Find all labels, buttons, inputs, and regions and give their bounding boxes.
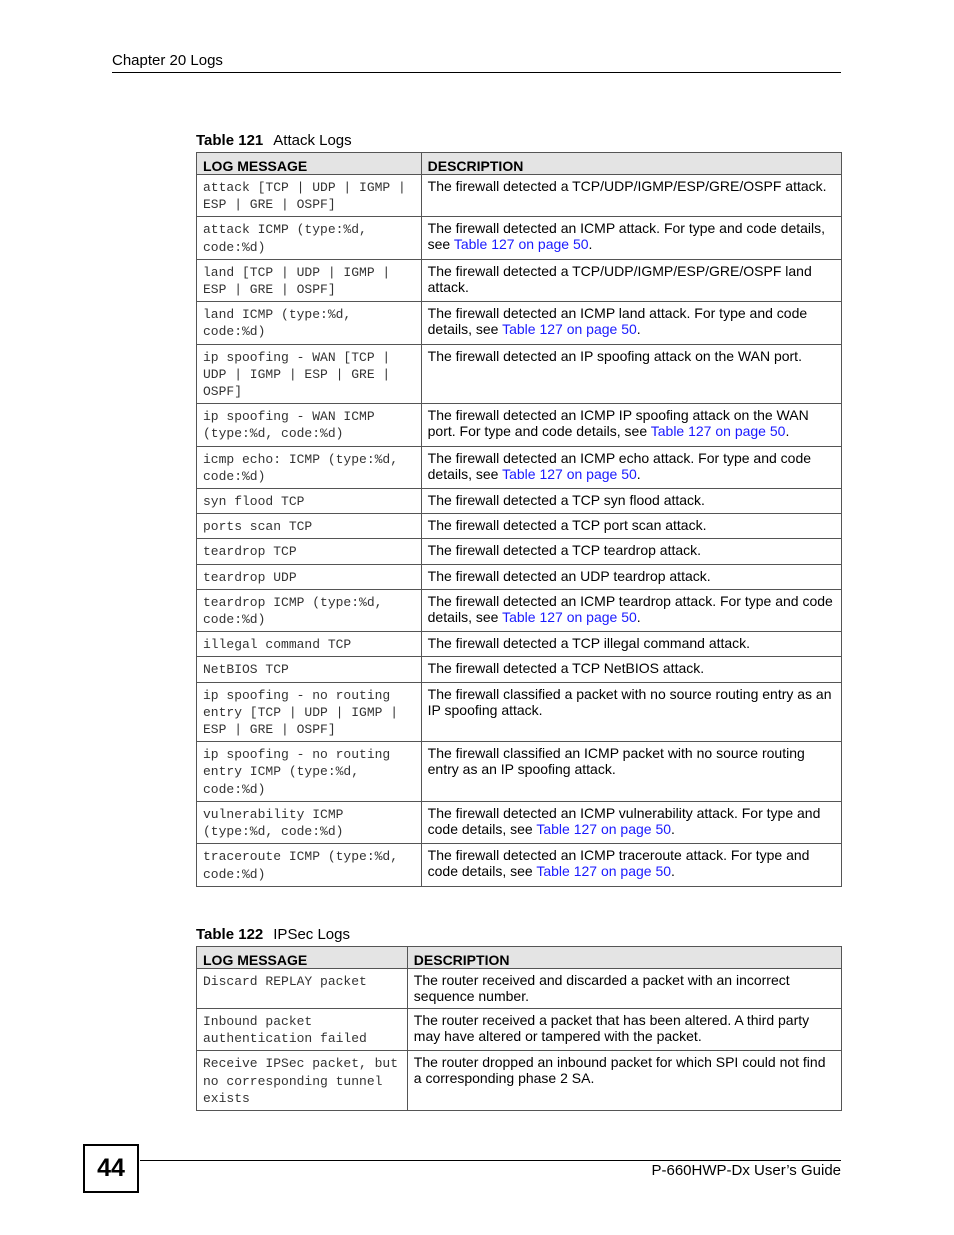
description-tail: . — [671, 820, 675, 837]
log-message-cell: teardrop TCP — [197, 539, 422, 564]
table-row — [197, 742, 842, 802]
log-message-cell: attack [TCP | UDP | IGMP | ESP | GRE | OSPF] — [197, 175, 422, 217]
table-row — [197, 489, 842, 514]
cross-reference-link[interactable]: Table 127 on page 50 — [453, 236, 589, 253]
col-header-log-message: LOG MESSAGE — [197, 947, 408, 969]
log-message-cell: land [TCP | UDP | IGMP | ESP | GRE | OSPF] — [197, 259, 422, 301]
description-text: The firewall detected a TCP teardrop attack. — [427, 542, 702, 559]
log-message-cell: Inbound packet authentication failed — [197, 1009, 408, 1051]
log-message-cell: ports scan TCP — [197, 514, 422, 539]
description-cell — [421, 844, 841, 886]
description-cell — [421, 632, 841, 657]
log-message-cell: traceroute ICMP (type:%d, code:%d) — [197, 844, 422, 886]
log-message-cell: ip spoofing - WAN ICMP (type:%d, code:%d) — [197, 404, 422, 446]
table-row — [197, 657, 842, 682]
description-text: The firewall classified an ICMP packet with no source routing entry as an IP spoofing attack. — [427, 745, 805, 778]
log-message-cell: teardrop UDP — [197, 564, 422, 589]
cross-reference-link[interactable]: Table 127 on page 50 — [650, 423, 786, 440]
description-text: The firewall detected an ICMP echo attack. For type and code details, see — [427, 449, 812, 482]
col-header-description: DESCRIPTION — [407, 947, 841, 969]
description-text: The firewall detected an UDP teardrop attack. — [427, 567, 711, 584]
description-text: The firewall detected an ICMP teardrop attack. For type and code details, see — [427, 592, 833, 625]
description-tail: . — [636, 465, 641, 482]
description-cell — [421, 742, 841, 802]
log-message-cell: Receive IPSec packet, but no corresponding tunnel exists — [197, 1051, 408, 1111]
attack-logs-table — [196, 152, 842, 887]
table-row — [197, 217, 842, 259]
cross-reference-link[interactable]: Table 127 on page 50 — [536, 820, 672, 837]
description-cell — [421, 404, 841, 446]
table-header-row — [197, 947, 842, 969]
log-message-cell: icmp echo: ICMP (type:%d, code:%d) — [197, 446, 422, 488]
col-header-log-message: LOG MESSAGE — [197, 153, 422, 175]
description-text: The firewall detected an ICMP IP spoofing attack on the WAN port. For type and code details, see — [427, 407, 809, 440]
description-text: The firewall detected an ICMP attack. For type and code details, see — [427, 220, 826, 253]
page-header — [112, 52, 841, 73]
table-row — [197, 539, 842, 564]
description-text: The firewall detected a TCP illegal command attack. — [427, 635, 751, 652]
table-122-title: IPSec Logs — [273, 926, 350, 943]
table-row — [197, 259, 842, 301]
description-text: The firewall detected a TCP port scan attack. — [427, 517, 707, 534]
log-message-cell: NetBIOS TCP — [197, 657, 422, 682]
cross-reference-link[interactable]: Table 127 on page 50 — [502, 465, 637, 482]
description-text: The firewall detected a TCP syn flood attack. — [427, 492, 705, 509]
table-row — [197, 344, 842, 404]
description-tail: . — [588, 236, 593, 253]
guide-title: P-660HWP-Dx User’s Guide — [651, 1162, 841, 1179]
log-message-cell: ip spoofing - no routing entry [TCP | UDP | IGMP | ESP | GRE | OSPF] — [197, 682, 422, 742]
chapter-title: Chapter 20 Logs — [112, 52, 223, 69]
log-message-cell: ip spoofing - no routing entry ICMP (type:%d, code:%d) — [197, 742, 422, 802]
table-121-caption — [196, 132, 352, 149]
description-cell — [421, 302, 841, 344]
description-text: The router dropped an inbound packet for which SPI could not find a corresponding phase 2 SA. — [413, 1054, 826, 1087]
log-message-cell: teardrop ICMP (type:%d, code:%d) — [197, 589, 422, 631]
description-cell — [421, 175, 841, 217]
description-text: The firewall detected a TCP/UDP/IGMP/ESP/GRE/OSPF land attack. — [427, 262, 812, 295]
description-tail: . — [671, 863, 675, 880]
description-cell — [407, 1009, 841, 1051]
log-message-cell: Discard REPLAY packet — [197, 969, 408, 1009]
cross-reference-link[interactable]: Table 127 on page 50 — [502, 608, 637, 625]
table-row — [197, 969, 842, 1009]
table-row — [197, 302, 842, 344]
description-text: The firewall detected an ICMP vulnerability attack. For type and code details, see — [427, 804, 821, 837]
description-tail: . — [785, 423, 790, 440]
table-row — [197, 1051, 842, 1111]
col-header-description: DESCRIPTION — [421, 153, 841, 175]
table-122-caption — [196, 926, 350, 943]
log-message-cell: illegal command TCP — [197, 632, 422, 657]
cross-reference-link[interactable]: Table 127 on page 50 — [502, 321, 637, 338]
description-cell — [421, 564, 841, 589]
description-text: The firewall detected an IP spoofing attack on the WAN port. — [427, 347, 802, 364]
ipsec-logs-table — [196, 946, 842, 1111]
description-text: The firewall detected a TCP NetBIOS attack. — [427, 660, 705, 677]
table-header-row — [197, 153, 842, 175]
description-text: The router received a packet that has been altered. A third party may have altered or tampered with the packet. — [413, 1012, 810, 1044]
description-cell — [421, 682, 841, 742]
table-row — [197, 446, 842, 488]
log-message-cell: ip spoofing - WAN [TCP | UDP | IGMP | ESP | GRE | OSPF] — [197, 344, 422, 404]
table-row — [197, 1009, 842, 1051]
description-text: The router received and discarded a packet with an incorrect sequence number. — [413, 972, 790, 1004]
log-message-cell: vulnerability ICMP (type:%d, code:%d) — [197, 801, 422, 843]
description-cell — [421, 589, 841, 631]
table-122-number: Table 122 — [196, 926, 264, 943]
table-row — [197, 404, 842, 446]
description-cell — [421, 344, 841, 404]
log-message-cell: land ICMP (type:%d, code:%d) — [197, 302, 422, 344]
table-row — [197, 564, 842, 589]
log-message-cell: syn flood TCP — [197, 489, 422, 514]
description-cell — [421, 446, 841, 488]
table-row — [197, 175, 842, 217]
table-row — [197, 844, 842, 886]
table-row — [197, 589, 842, 631]
description-text: The firewall detected an ICMP land attack. For type and code details, see — [427, 305, 808, 338]
description-tail: . — [636, 608, 641, 625]
table-row — [197, 632, 842, 657]
description-cell — [407, 969, 841, 1009]
log-message-cell: attack ICMP (type:%d, code:%d) — [197, 217, 422, 259]
description-cell — [421, 217, 841, 259]
table-row — [197, 514, 842, 539]
description-cell — [421, 657, 841, 682]
table-row — [197, 682, 842, 742]
description-text: The firewall classified a packet with no source routing entry as an IP spoofing attack. — [427, 685, 832, 718]
description-tail: . — [636, 321, 641, 338]
cross-reference-link[interactable]: Table 127 on page 50 — [536, 863, 672, 880]
page-number: 44 — [83, 1144, 139, 1193]
description-cell — [421, 259, 841, 301]
description-cell — [407, 1051, 841, 1111]
description-cell — [421, 801, 841, 843]
description-cell — [421, 514, 841, 539]
table-121-title: Attack Logs — [273, 132, 352, 149]
description-text: The firewall detected an ICMP traceroute attack. For type and code details, see — [427, 847, 810, 880]
footer-rule — [140, 1160, 841, 1161]
description-cell — [421, 489, 841, 514]
description-text: The firewall detected a TCP/UDP/IGMP/ESP/GRE/OSPF attack. — [427, 178, 827, 194]
table-121-number: Table 121 — [196, 132, 264, 149]
description-cell — [421, 539, 841, 564]
table-row — [197, 801, 842, 843]
